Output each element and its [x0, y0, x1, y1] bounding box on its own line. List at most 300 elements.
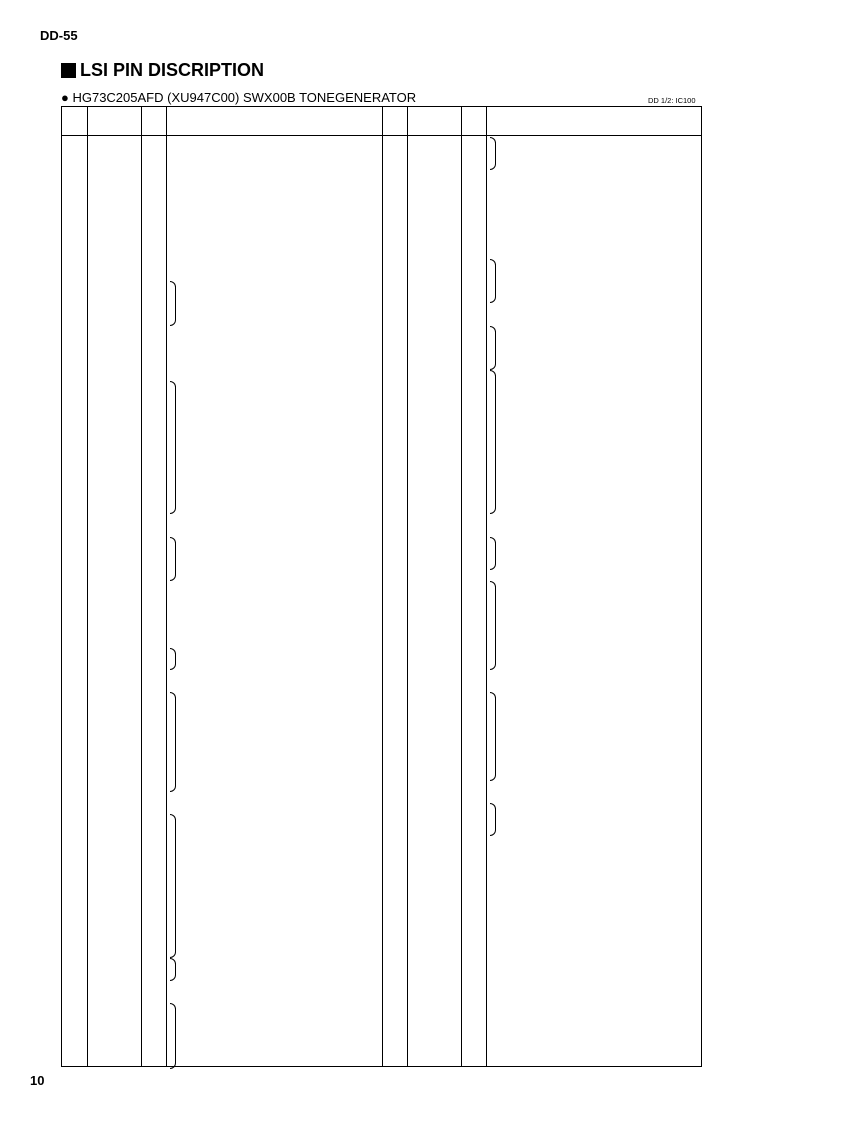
pin-io	[141, 957, 166, 968]
pin-number	[382, 957, 407, 968]
pin-name	[407, 724, 461, 735]
pin-io	[461, 258, 486, 269]
pin-io	[141, 791, 166, 802]
pin-number	[382, 835, 407, 846]
pin-number	[382, 580, 407, 591]
pin-name	[87, 658, 141, 669]
pin-number	[62, 769, 87, 780]
pin-io	[141, 846, 166, 857]
pin-io	[461, 291, 486, 302]
pin-io	[141, 858, 166, 869]
pin-number	[382, 458, 407, 469]
pin-number	[382, 713, 407, 724]
pin-number	[382, 425, 407, 436]
pin-io	[461, 813, 486, 824]
pin-io	[141, 1057, 166, 1068]
pin-name	[407, 991, 461, 1002]
pin-number	[382, 136, 407, 147]
pin-number	[62, 425, 87, 436]
pin-io	[141, 536, 166, 547]
pin-io	[461, 669, 486, 680]
pin-io	[461, 858, 486, 869]
pin-number	[382, 902, 407, 913]
pin-number	[62, 547, 87, 558]
section-title-text: LSI PIN DISCRIPTION	[80, 60, 265, 80]
pin-number	[382, 414, 407, 425]
pin-number	[62, 336, 87, 347]
pin-number	[62, 147, 87, 158]
pin-io	[141, 458, 166, 469]
pin-number	[382, 147, 407, 158]
pin-name	[87, 613, 141, 624]
pin-name	[87, 314, 141, 325]
pin-number	[382, 602, 407, 613]
pin-io	[141, 192, 166, 203]
pin-io	[141, 203, 166, 214]
pin-number	[62, 136, 87, 147]
pin-number	[62, 203, 87, 214]
pin-io	[461, 680, 486, 691]
pin-number	[62, 1002, 87, 1013]
pin-name	[407, 136, 461, 147]
pin-name	[407, 780, 461, 791]
column-divider	[486, 107, 487, 1066]
pin-name	[407, 1024, 461, 1035]
pin-number	[62, 480, 87, 491]
pin-number	[382, 802, 407, 813]
group-brace	[490, 803, 496, 836]
pin-number	[382, 1046, 407, 1057]
pin-name	[407, 813, 461, 824]
header-name	[87, 107, 141, 135]
pin-name	[407, 702, 461, 713]
pin-name	[87, 680, 141, 691]
pin-io	[141, 236, 166, 247]
pin-io	[461, 458, 486, 469]
pin-io	[461, 525, 486, 536]
pin-name	[407, 425, 461, 436]
pin-name	[87, 236, 141, 247]
pin-name	[87, 880, 141, 891]
pin-name	[87, 436, 141, 447]
pin-name	[407, 480, 461, 491]
pin-number	[62, 314, 87, 325]
pin-io	[461, 846, 486, 857]
pin-number	[62, 1057, 87, 1068]
pin-name	[407, 769, 461, 780]
pin-number	[382, 536, 407, 547]
pin-name	[407, 824, 461, 835]
pin-io	[461, 924, 486, 935]
pin-name	[87, 469, 141, 480]
pin-io	[461, 791, 486, 802]
pin-number	[62, 502, 87, 513]
pin-io	[461, 536, 486, 547]
pin-name	[407, 380, 461, 391]
pin-number	[382, 735, 407, 746]
pin-number	[62, 1046, 87, 1057]
pin-io	[141, 158, 166, 169]
pin-number	[382, 980, 407, 991]
pin-io	[461, 1046, 486, 1057]
pin-number	[382, 325, 407, 336]
pin-name	[407, 835, 461, 846]
pin-name	[407, 913, 461, 924]
pin-io	[461, 824, 486, 835]
pin-name	[87, 214, 141, 225]
pin-number	[382, 436, 407, 447]
pin-io	[461, 469, 486, 480]
header-io	[461, 107, 486, 135]
pin-name	[407, 747, 461, 758]
pin-name	[87, 891, 141, 902]
pin-name	[87, 336, 141, 347]
pin-io	[141, 380, 166, 391]
pin-io	[141, 558, 166, 569]
pin-io	[461, 325, 486, 336]
pin-name	[407, 669, 461, 680]
pin-number	[62, 813, 87, 824]
pin-name	[87, 691, 141, 702]
pin-number	[62, 835, 87, 846]
pin-number	[382, 203, 407, 214]
pin-name	[87, 347, 141, 358]
pin-number	[62, 391, 87, 402]
pin-io	[141, 946, 166, 957]
pin-number	[382, 946, 407, 957]
pin-io	[141, 280, 166, 291]
pin-io	[461, 735, 486, 746]
group-brace	[170, 648, 176, 670]
pin-name	[87, 491, 141, 502]
pin-io	[461, 158, 486, 169]
pin-io	[141, 480, 166, 491]
pin-number	[62, 192, 87, 203]
group-brace	[490, 581, 496, 670]
pin-name	[87, 180, 141, 191]
pin-name	[87, 425, 141, 436]
pin-name	[87, 358, 141, 369]
pin-name	[87, 713, 141, 724]
pin-io	[461, 247, 486, 258]
header-function	[486, 107, 703, 135]
pin-number	[62, 924, 87, 935]
pin-io	[461, 957, 486, 968]
pin-name	[87, 480, 141, 491]
pin-io	[461, 758, 486, 769]
pin-number	[62, 658, 87, 669]
pin-io	[461, 602, 486, 613]
pin-io	[461, 713, 486, 724]
pin-number	[62, 747, 87, 758]
pin-io	[141, 747, 166, 758]
pin-number	[382, 591, 407, 602]
pin-name	[407, 225, 461, 236]
pin-io	[461, 802, 486, 813]
pin-io	[141, 580, 166, 591]
pin-io	[141, 802, 166, 813]
pin-name	[407, 536, 461, 547]
pin-io	[461, 1057, 486, 1068]
pin-name	[87, 247, 141, 258]
pin-number	[62, 247, 87, 258]
pin-name	[87, 325, 141, 336]
pin-io	[141, 303, 166, 314]
pin-number	[62, 913, 87, 924]
pin-io	[141, 180, 166, 191]
pin-name	[407, 402, 461, 413]
group-brace	[170, 537, 176, 581]
pin-name	[407, 802, 461, 813]
pin-number	[62, 325, 87, 336]
pin-name	[87, 791, 141, 802]
page-number: 10	[30, 1073, 45, 1088]
pin-number	[62, 158, 87, 169]
pin-io	[141, 336, 166, 347]
pin-name	[407, 880, 461, 891]
pin-io	[141, 547, 166, 558]
pin-io	[141, 147, 166, 158]
pin-name	[87, 458, 141, 469]
pin-name	[407, 203, 461, 214]
pin-name	[407, 414, 461, 425]
pin-io	[461, 547, 486, 558]
pin-number	[382, 491, 407, 502]
pin-io	[141, 702, 166, 713]
pin-io	[461, 780, 486, 791]
pin-number	[62, 980, 87, 991]
pin-number	[62, 580, 87, 591]
pin-number	[382, 225, 407, 236]
pin-number	[382, 680, 407, 691]
pin-number	[382, 558, 407, 569]
pin-name	[87, 258, 141, 269]
pin-io	[461, 358, 486, 369]
pin-io	[461, 414, 486, 425]
pin-io	[141, 647, 166, 658]
pin-io	[461, 236, 486, 247]
pin-name	[87, 780, 141, 791]
pin-name	[87, 558, 141, 569]
pin-number	[62, 891, 87, 902]
header-io	[141, 107, 166, 135]
pin-name	[407, 735, 461, 746]
pin-io	[461, 447, 486, 458]
pin-name	[407, 636, 461, 647]
pin-io	[141, 391, 166, 402]
pin-number	[62, 513, 87, 524]
pin-number	[382, 369, 407, 380]
pin-name	[407, 980, 461, 991]
pin-number	[62, 1013, 87, 1024]
pin-number	[62, 414, 87, 425]
pin-io	[141, 1002, 166, 1013]
pin-name	[87, 513, 141, 524]
pin-number	[382, 969, 407, 980]
pin-io	[461, 280, 486, 291]
pin-number	[382, 869, 407, 880]
pin-name	[407, 758, 461, 769]
pin-io	[141, 602, 166, 613]
pin-name	[87, 758, 141, 769]
pin-number	[382, 258, 407, 269]
pin-io	[141, 347, 166, 358]
pin-description-table	[61, 106, 702, 1067]
pin-number	[382, 813, 407, 824]
pin-number	[382, 846, 407, 857]
pin-number	[382, 447, 407, 458]
pin-number	[382, 502, 407, 513]
group-brace	[490, 692, 496, 781]
pin-io	[461, 380, 486, 391]
pin-number	[62, 536, 87, 547]
pin-number	[62, 702, 87, 713]
pin-name	[407, 280, 461, 291]
pin-number	[62, 735, 87, 746]
pin-name	[407, 180, 461, 191]
pin-name	[407, 314, 461, 325]
pin-io	[461, 192, 486, 203]
pin-number	[62, 935, 87, 946]
pin-number	[62, 791, 87, 802]
pin-number	[62, 380, 87, 391]
pin-name	[407, 591, 461, 602]
pin-name	[87, 569, 141, 580]
pin-name	[407, 613, 461, 624]
pin-name	[87, 846, 141, 857]
pin-io	[461, 902, 486, 913]
pin-io	[461, 391, 486, 402]
pin-io	[141, 891, 166, 902]
pin-name	[407, 791, 461, 802]
pin-name	[87, 724, 141, 735]
pin-io	[461, 869, 486, 880]
pin-io	[141, 291, 166, 302]
pin-number	[62, 691, 87, 702]
pin-io	[141, 402, 166, 413]
header-pin	[62, 107, 87, 135]
pin-io	[141, 269, 166, 280]
pin-io	[141, 991, 166, 1002]
pin-number	[382, 991, 407, 1002]
pin-name	[407, 447, 461, 458]
pin-io	[461, 480, 486, 491]
pin-name	[407, 147, 461, 158]
pin-io	[461, 1013, 486, 1024]
pin-number	[62, 647, 87, 658]
pin-number	[382, 769, 407, 780]
pin-io	[141, 569, 166, 580]
pin-number	[382, 569, 407, 580]
pin-io	[141, 713, 166, 724]
pin-number	[382, 935, 407, 946]
pin-number	[382, 1057, 407, 1068]
pin-name	[407, 247, 461, 258]
group-brace	[170, 958, 176, 980]
pin-number	[62, 280, 87, 291]
pin-name	[407, 858, 461, 869]
pin-name	[407, 325, 461, 336]
pin-name	[407, 303, 461, 314]
pin-io	[141, 613, 166, 624]
group-brace	[490, 537, 496, 570]
pin-number	[62, 1035, 87, 1046]
pin-name	[87, 269, 141, 280]
square-bullet-icon	[61, 63, 76, 78]
pin-number	[382, 480, 407, 491]
pin-number	[62, 169, 87, 180]
pin-io	[461, 747, 486, 758]
pin-name	[87, 980, 141, 991]
pin-name	[87, 391, 141, 402]
pin-io	[141, 525, 166, 536]
pin-name	[407, 658, 461, 669]
pin-number	[62, 880, 87, 891]
pin-number	[382, 658, 407, 669]
pin-io	[461, 147, 486, 158]
pin-number	[62, 558, 87, 569]
pin-name	[87, 769, 141, 780]
pin-io	[141, 1035, 166, 1046]
pin-io	[461, 647, 486, 658]
pin-io	[461, 969, 486, 980]
pin-name	[407, 1013, 461, 1024]
pin-io	[461, 214, 486, 225]
column-divider	[166, 107, 167, 1066]
pin-number	[62, 613, 87, 624]
pin-io	[141, 658, 166, 669]
pin-number	[62, 991, 87, 1002]
pin-name	[407, 1035, 461, 1046]
pin-io	[461, 624, 486, 635]
ic-title: ● HG73C205AFD (XU947C00) SWX00B TONEGENERATOR	[61, 90, 417, 105]
pin-io	[141, 502, 166, 513]
pin-name	[87, 369, 141, 380]
pin-io	[461, 724, 486, 735]
pin-name	[407, 369, 461, 380]
pin-io	[141, 425, 166, 436]
pin-name	[87, 969, 141, 980]
pin-number	[382, 180, 407, 191]
pin-number	[62, 358, 87, 369]
pin-name	[87, 935, 141, 946]
pin-io	[141, 969, 166, 980]
pin-io	[461, 980, 486, 991]
pin-io	[461, 691, 486, 702]
pin-number	[382, 824, 407, 835]
pin-name	[407, 214, 461, 225]
pin-number	[382, 691, 407, 702]
pin-name	[87, 502, 141, 513]
pin-io	[141, 669, 166, 680]
pin-io	[141, 1013, 166, 1024]
pin-name	[87, 1024, 141, 1035]
pin-name	[407, 846, 461, 857]
pin-name	[407, 691, 461, 702]
pin-io	[141, 758, 166, 769]
pin-number	[382, 747, 407, 758]
pin-name	[407, 347, 461, 358]
pin-io	[141, 735, 166, 746]
pin-number	[382, 158, 407, 169]
pin-number	[62, 525, 87, 536]
group-brace	[490, 370, 496, 514]
pin-io	[461, 225, 486, 236]
pin-name	[87, 735, 141, 746]
pin-io	[461, 402, 486, 413]
pin-number	[382, 236, 407, 247]
pin-io	[461, 169, 486, 180]
